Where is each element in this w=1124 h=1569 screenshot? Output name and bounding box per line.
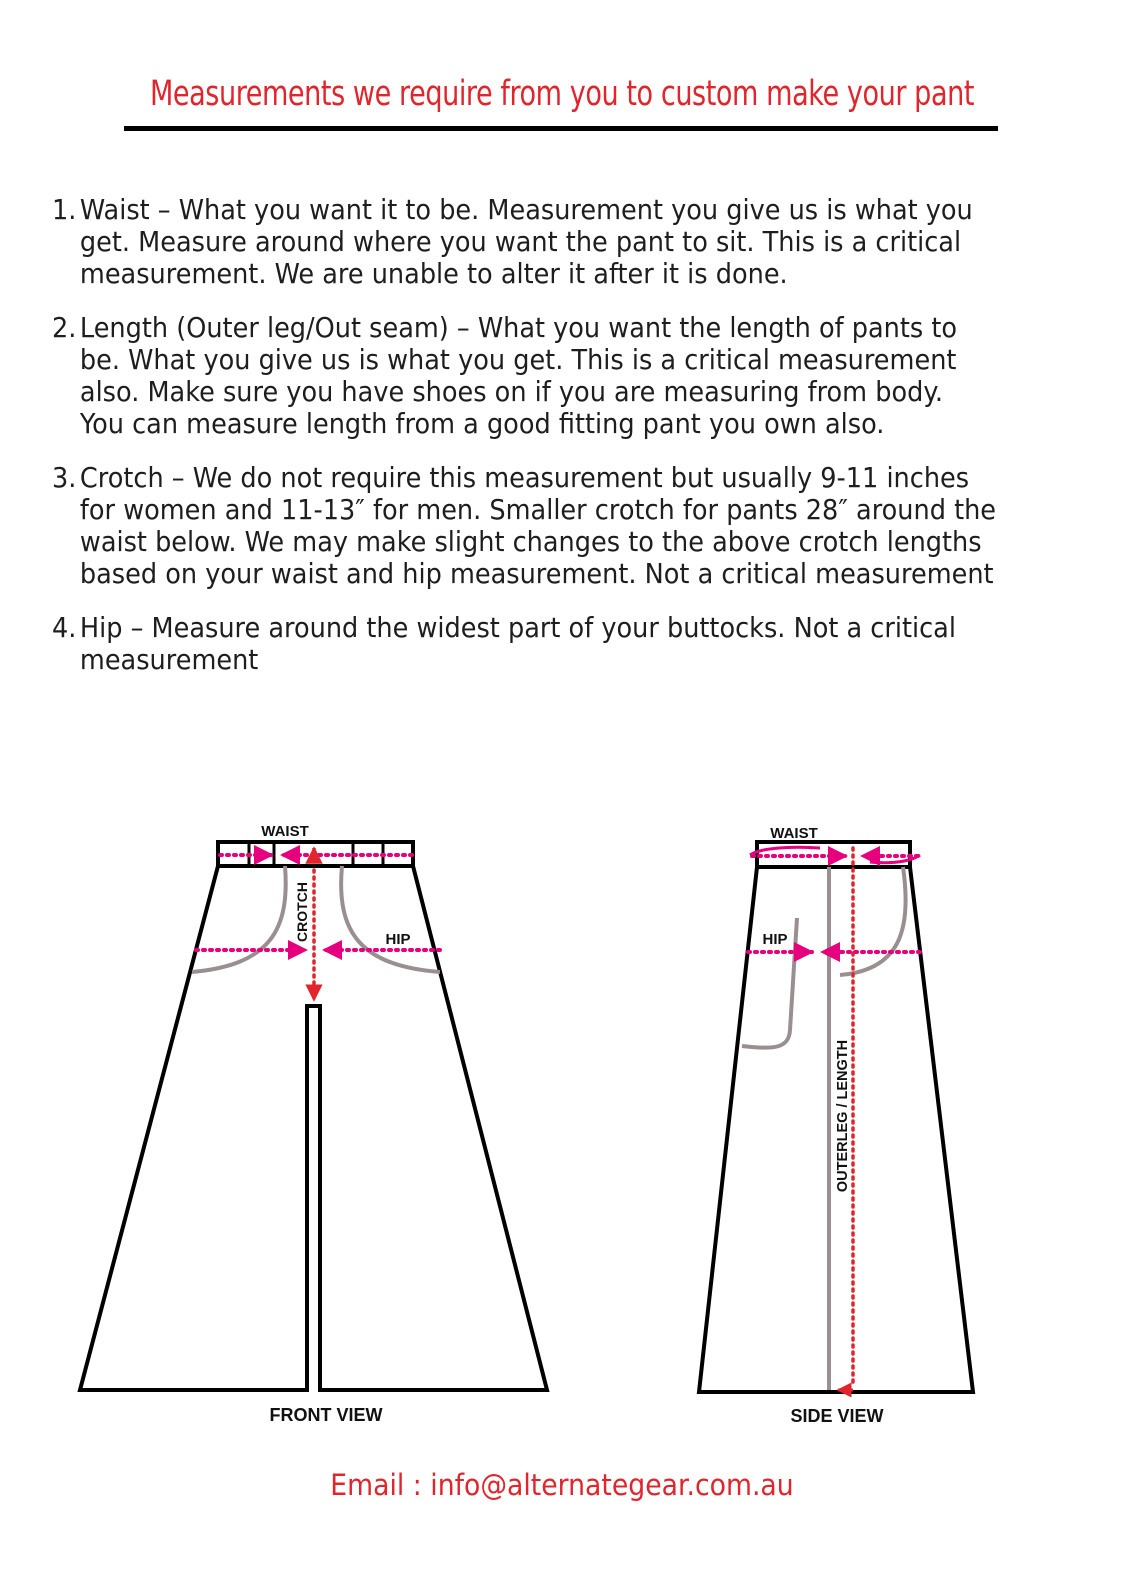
front-view-caption: FRONT VIEW (269, 1405, 383, 1425)
item-line: You can measure length from a good fitting pant you own also. (79, 408, 885, 440)
page-title: Measurements we require from you to custom make your pant (149, 74, 975, 114)
side-front-pocket (840, 867, 906, 975)
item-line: measurement (79, 644, 259, 676)
item-number: 2. (52, 312, 77, 344)
item-line: measurement. We are unable to alter it after it is done. (79, 258, 788, 290)
item-line: Hip – Measure around the widest part of your buttocks. Not a critical (79, 612, 956, 644)
item-number: 4. (52, 612, 77, 644)
outerleg-length-label: OUTERLEG / LENGTH (835, 1039, 851, 1193)
contact-email[interactable]: Email : info@alternategear.com.au (330, 1468, 794, 1502)
front-waist-label: WAIST (261, 823, 309, 840)
side-view-caption: SIDE VIEW (790, 1406, 884, 1426)
side-view (699, 825, 973, 1426)
item-line: Length (Outer leg/Out seam) – What you want the length of pants to (79, 312, 958, 344)
side-hip-label: HIP (762, 931, 788, 948)
item-line: be. What you give us is what you get. This is a critical measurement (79, 344, 957, 376)
side-waist-curve (750, 847, 820, 855)
front-crotch-label: CROTCH (294, 882, 310, 942)
item-line: waist below. We may make slight changes to the above crotch lengths (79, 526, 982, 558)
front-pant-outline (80, 866, 547, 1390)
item-line: Crotch – We do not require this measurement but usually 9-11 inches (79, 462, 970, 494)
front-view (80, 823, 547, 1425)
side-waist-label: WAIST (770, 825, 818, 842)
item-line: Waist – What you want it to be. Measurement you give us is what you (79, 194, 973, 226)
item-line: based on your waist and hip measurement. Not a critical measurement (79, 558, 994, 590)
item-number: 1. (52, 194, 77, 226)
item-line: get. Measure around where you want the pant to sit. This is a critical (79, 226, 962, 258)
front-hip-label: HIP (385, 931, 411, 948)
item-line: for women and 11-13″ for men. Smaller crotch for pants 28″ around the (79, 494, 997, 526)
item-line: also. Make sure you have shoes on if you are measuring from body. (79, 376, 943, 408)
item-number: 3. (52, 462, 77, 494)
